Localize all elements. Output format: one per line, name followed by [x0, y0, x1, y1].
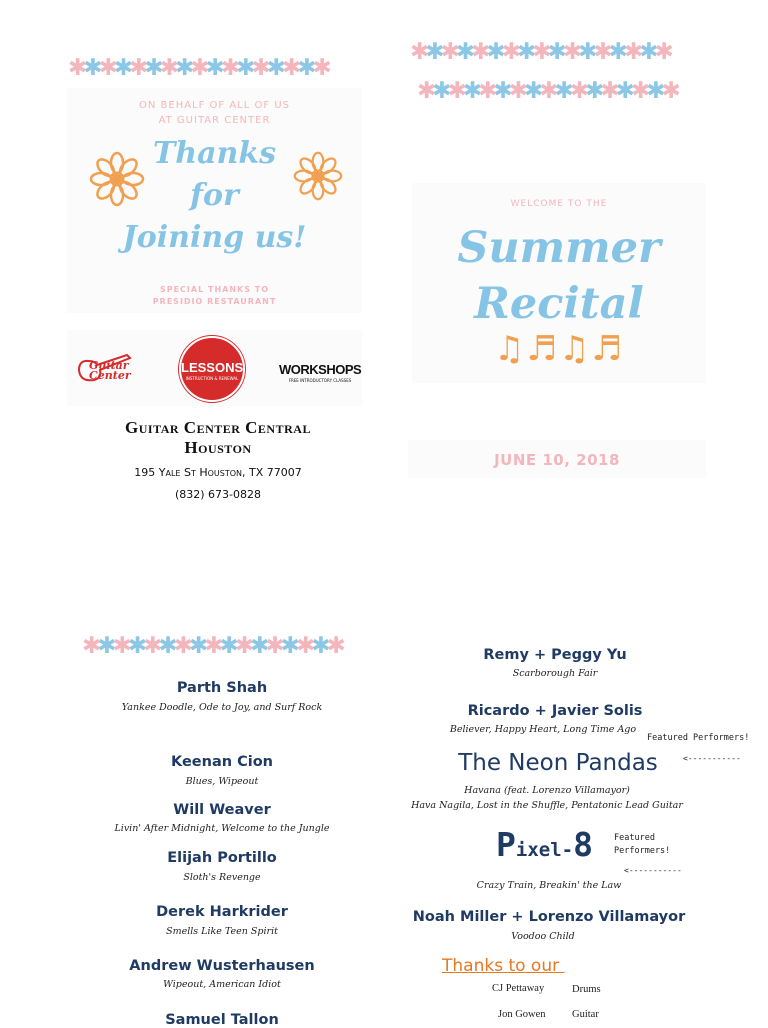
performer-name: Elijah Portillo	[167, 850, 277, 866]
featured-arrow: <-----------	[624, 866, 682, 875]
star-border-bottom-left: ✱✱✱✱✱✱✱✱✱✱✱✱✱✱✱✱✱	[82, 633, 342, 659]
workshops-logo-text: WORKSHOPS	[279, 362, 362, 377]
pixel-8-middle: ixel-	[515, 839, 574, 861]
pixel-8-end: 8	[573, 825, 593, 864]
venue-name-line1: Guitar Center Central	[125, 418, 311, 437]
performer-songs: Havana (feat. Lorenzo Villamayor)	[464, 785, 630, 796]
welcome-text: WELCOME TO THE	[510, 199, 608, 209]
workshops-logo-subtext: FREE INTRODUCTORY CLASSES	[288, 378, 352, 383]
featured-arrow: <-----------	[683, 754, 741, 763]
lessons-logo-text: LESSONS	[181, 360, 244, 375]
recital-title-line2: Recital	[474, 279, 644, 329]
performer-name: Parth Shah	[176, 680, 268, 696]
thanks-intro-line1: ON BEHALF OF ALL OF US	[138, 100, 290, 111]
staff-role: Guitar	[572, 1009, 599, 1020]
thanks-intro-line2: AT GUITAR CENTER	[158, 115, 271, 126]
music-notes-icon: ♫♬♫♬	[494, 329, 624, 369]
venue-phone: (832) 673-0828	[174, 488, 262, 501]
special-thanks-line2: PRESIDIO RESTAURANT	[152, 297, 277, 306]
performer-songs: Blues, Wipeout	[185, 776, 259, 787]
guitar-center-logo-text: Guitar Center	[89, 359, 131, 382]
recital-date: JUNE 10, 2018	[494, 451, 620, 469]
recital-title-line1: Summer	[457, 223, 661, 273]
staff-role: Drums	[572, 984, 601, 995]
featured-note: Featured Performers!	[647, 733, 750, 743]
performer-songs: Voodoo Child	[511, 931, 575, 942]
star-border-top-left: ✱✱✱✱✱✱✱✱✱✱✱✱✱✱✱✱✱	[68, 55, 328, 81]
thanks-title-line3: Joining us!	[122, 220, 307, 255]
venue-address: 195 Yale St Houston, TX 77007	[134, 466, 302, 479]
featured-note: Featured	[614, 833, 655, 843]
performer-name: Will Weaver	[173, 802, 271, 818]
performer-name: Remy + Peggy Yu	[483, 647, 627, 663]
performer-songs: Crazy Train, Breakin' the Law	[476, 880, 622, 891]
performer-name: Samuel Tallon	[165, 1012, 279, 1028]
performer-songs: Livin' After Midnight, Welcome to the Jungle	[114, 823, 330, 834]
pixel-8-name	[496, 825, 593, 864]
star-border-top-right-2: ✱✱✱✱✱✱✱✱✱✱✱✱✱✱✱✱✱	[417, 78, 677, 104]
thanks-title-line2: for	[190, 178, 239, 213]
thanks-heading: Thanks to our	[442, 956, 565, 976]
performer-name: Keenan Cion	[170, 754, 274, 770]
lessons-logo-subtext: INSTRUCTION & RENEWAL	[185, 376, 239, 381]
venue-name-line2: Houston	[184, 438, 252, 457]
thanks-title-line1: Thanks	[152, 136, 277, 171]
left-program	[82, 0, 362, 1028]
neon-pandas-name: The Neon Pandas	[458, 750, 658, 776]
staff-person: Jon Gowen	[498, 1009, 546, 1020]
star-border-top-right-1: ✱✱✱✱✱✱✱✱✱✱✱✱✱✱✱✱✱	[410, 39, 670, 65]
performer-songs: Sloth's Revenge	[183, 872, 261, 883]
performer-name: Derek Harkrider	[156, 904, 288, 920]
special-thanks-line1: SPECIAL THANKS TO	[159, 285, 270, 294]
performer-songs: Wipeout, American Idiot	[163, 979, 281, 990]
performer-songs: Scarborough Fair	[512, 668, 598, 679]
featured-note: Performers!	[614, 846, 671, 856]
performer-name: Noah Miller + Lorenzo Villamayor	[412, 909, 686, 925]
performer-songs: Believer, Happy Heart, Long Time Ago	[449, 724, 637, 735]
performer-name: Ricardo + Javier Solis	[467, 703, 643, 719]
pixel-8-initial: P	[496, 825, 516, 864]
performer-songs: Hava Nagila, Lost in the Shuffle, Pentatonic Lead Guitar	[411, 800, 683, 811]
staff-person: CJ Pettaway	[492, 983, 545, 994]
performer-name: Andrew Wusterhausen	[129, 958, 315, 974]
performer-songs: Yankee Doodle, Ode to Joy, and Surf Rock	[121, 702, 323, 713]
performer-songs: Smells Like Teen Spirit	[166, 926, 278, 937]
